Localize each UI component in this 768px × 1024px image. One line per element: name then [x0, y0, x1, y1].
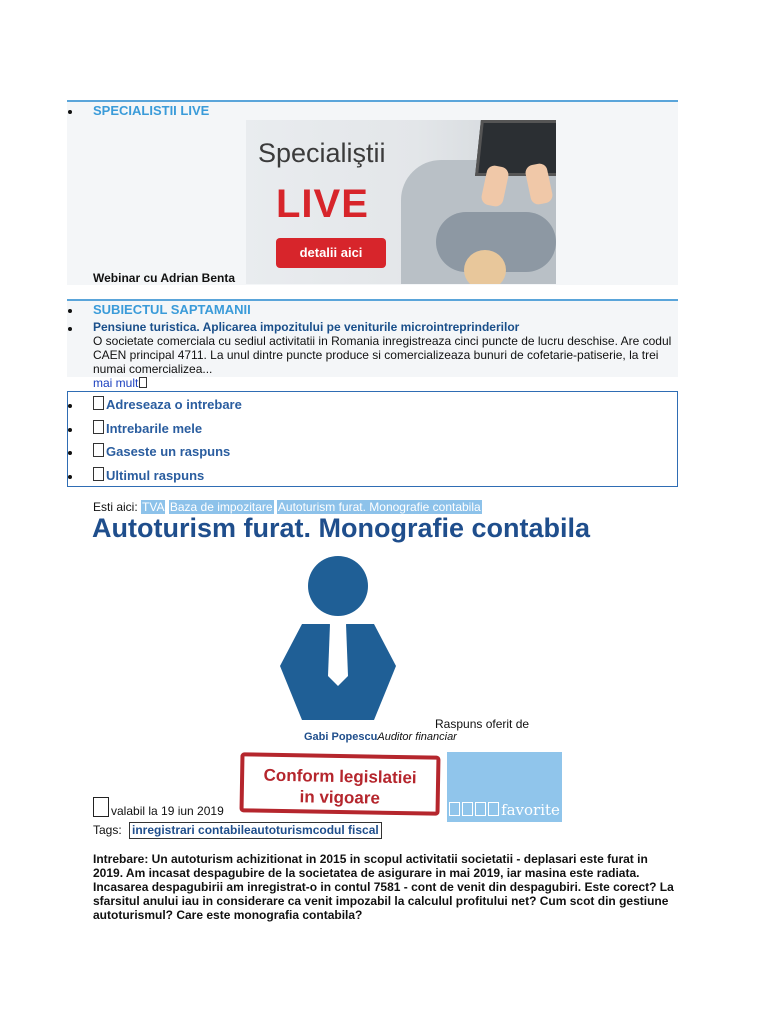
breadcrumb: [93, 500, 482, 514]
favorite-text: favorite: [501, 801, 560, 819]
tags-links[interactable]: inregistrari contabileautoturismcodul fiscal: [129, 822, 382, 839]
subject-excerpt: O societate comerciala cu sediul activitatii in Romania inregistreaza cinci puncte de lucru deschise. Are codul CAEN principal 4711. La unul dintre puncte produce si comercializeaza bunuri de cofetarie-patiserie, la trei numai comercializea...: [93, 334, 672, 376]
banner-details-button[interactable]: detalii aici: [276, 238, 386, 268]
webinar-caption[interactable]: Webinar cu Adrian Benta: [93, 271, 236, 285]
favorite-button[interactable]: [447, 752, 562, 822]
legislation-stamp: [239, 752, 440, 815]
subject-section-title[interactable]: SUBIECTUL SAPTAMANII: [93, 302, 251, 317]
menu-item-label: Gaseste un raspuns: [106, 444, 231, 459]
author-avatar: [242, 546, 436, 730]
read-more-link[interactable]: [93, 376, 149, 390]
breadcrumb-item-tva[interactable]: TVA: [142, 500, 165, 514]
author-name[interactable]: Gabi Popescu: [304, 731, 378, 743]
menu-item-latest-answer[interactable]: [93, 467, 204, 483]
search-icon: [93, 443, 104, 457]
person-head-image: [464, 250, 506, 284]
calendar-icon: [93, 797, 109, 817]
list-icon: [93, 420, 104, 434]
bullet: [68, 327, 72, 331]
star-icon: [475, 802, 486, 816]
bullet: [68, 110, 72, 114]
bullet: [68, 404, 72, 408]
star-icon: [462, 802, 473, 816]
specialists-live-banner[interactable]: [246, 120, 556, 284]
clock-icon: [93, 467, 104, 481]
question-icon: [93, 396, 104, 410]
breadcrumb-item-tax-base[interactable]: Baza de impozitare: [169, 500, 273, 514]
star-icon: [488, 802, 499, 816]
validity-date: valabil la 19 iun 2019: [111, 804, 224, 818]
banner-title: Specialiştii: [258, 138, 386, 168]
author-role: Auditor financiar: [377, 731, 457, 743]
specialists-section-title[interactable]: SPECIALISTII LIVE: [93, 103, 210, 118]
bullet: [68, 428, 72, 432]
stamp-line: in vigoare: [299, 787, 381, 808]
stamp-line: Conform legislatiei: [263, 765, 417, 788]
favorite-label: [447, 801, 562, 819]
bullet: [68, 309, 72, 313]
star-icon: [449, 802, 460, 816]
read-more-label: mai mult: [93, 376, 139, 390]
answered-by-label: Raspuns oferit de: [435, 717, 530, 731]
menu-item-ask-question[interactable]: [93, 396, 242, 412]
menu-item-label: Adreseaza o intrebare: [106, 397, 242, 412]
bullet: [68, 451, 72, 455]
bullet: [68, 475, 72, 479]
arrow-icon: [139, 377, 147, 388]
menu-item-my-questions[interactable]: [93, 420, 202, 436]
menu-item-label: Ultimul raspuns: [106, 468, 205, 483]
subject-article-link[interactable]: Pensiune turistica. Aplicarea impozitului pe veniturile microintreprinderilor: [93, 320, 520, 334]
menu-item-label: Intrebarile mele: [106, 421, 203, 436]
page-title: Autoturism furat. Monografie contabila: [92, 513, 591, 543]
menu-item-find-answer[interactable]: [93, 443, 230, 459]
banner-live-label: LIVE: [276, 182, 369, 226]
author-info: [304, 731, 457, 743]
question-text: Intrebare: Un autoturism achizitionat in 2015 in scopul activitatii societatii - deplasari este furat in 2019. Am incasat despagubire de la societatea de asigurare in mai 2019, iar masina este radiata. Incasarea despagubirii am inregistrat-o in contul 7581 - cont de venit din despagubiri. Este corect? La sfarsitul anului iau in considerare ca venit impozabil la calculul profitului net? Cum scot din gestiune autoturismul? Care este monografia contabila?: [93, 852, 674, 922]
breadcrumb-item-current[interactable]: Autoturism furat. Monografie contabila: [277, 500, 481, 514]
breadcrumb-prefix: Esti aici:: [93, 500, 138, 514]
person-icon: [242, 546, 436, 730]
tags-label: Tags:: [93, 823, 122, 837]
